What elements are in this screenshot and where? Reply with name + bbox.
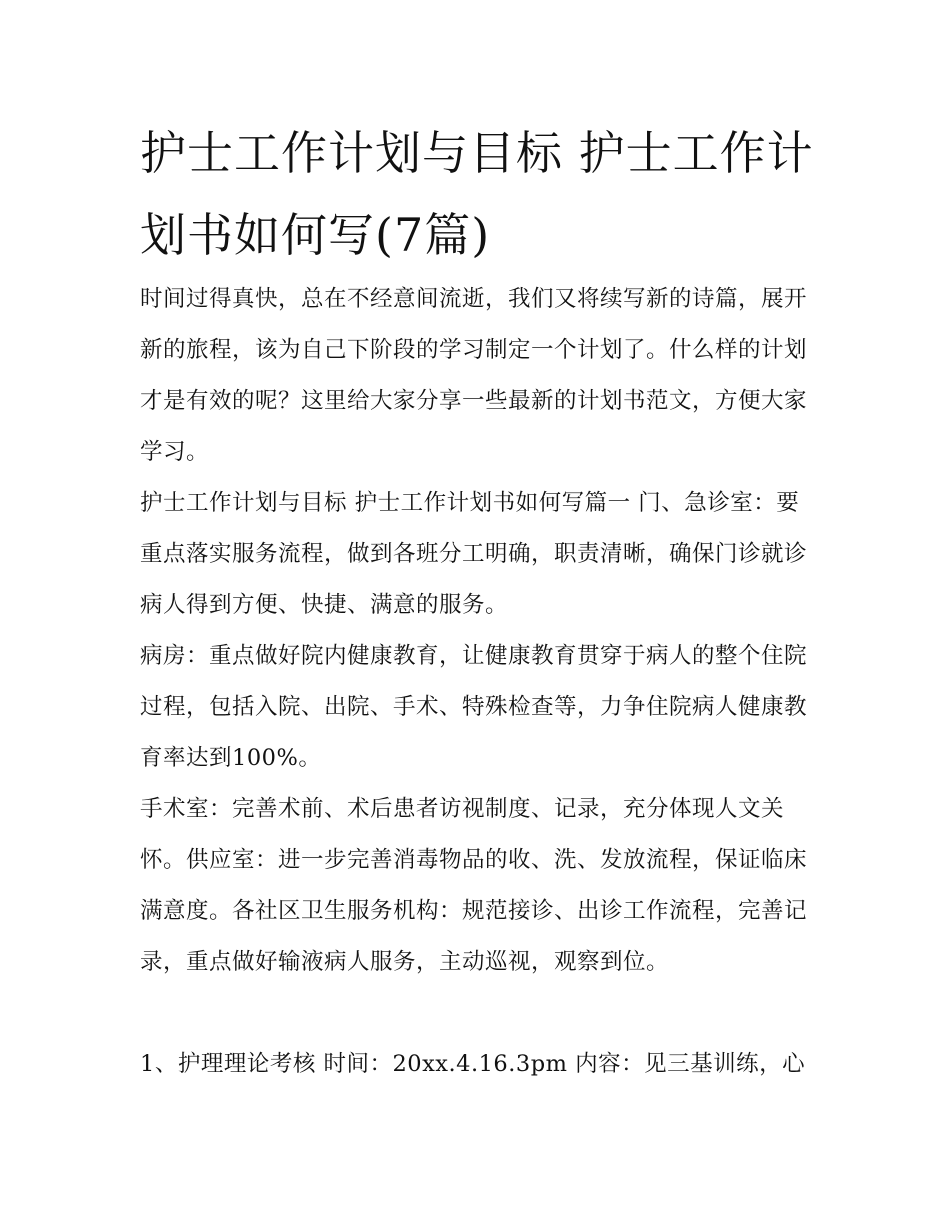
theory-exam-paragraph: 1、护理理论考核 时间：20xx.4.16.3pm 内容：见三基训练，心	[140, 1051, 806, 1077]
operating-room-paragraph: 手术室：完善术前、术后患者访视制度、记录，充分体现人文关怀。供应室：进一步完善消毒物品的收、洗、发放流程，保证临床满意度。各社区卫生服务机构：规范接诊、出诊工作流程，完善记录，重点做好输液病人服务，主动巡视，观察到位。	[140, 796, 808, 975]
intro-paragraph: 时间过得真快，总在不经意间流逝，我们又将续写新的诗篇，展开新的旅程，该为自己下阶段的学习制定一个计划了。什么样的计划才是有效的呢？这里给大家分享一些最新的计划书范文，方便大家学习。	[140, 286, 808, 465]
emergency-room-paragraph: 护士工作计划与目标 护士工作计划书如何写篇一 门、急诊室：要重点落实服务流程，做到各班分工明确，职责清晰，确保门诊就诊病人得到方便、快捷、满意的服务。	[140, 490, 808, 618]
document-title: 护士工作计划与目标 护士工作计划书如何写(7篇)	[140, 126, 814, 262]
ward-paragraph: 病房：重点做好院内健康教育，让健康教育贯穿于病人的整个住院过程，包括入院、出院、手术、特殊检查等，力争住院病人健康教育率达到100%。	[140, 643, 808, 771]
